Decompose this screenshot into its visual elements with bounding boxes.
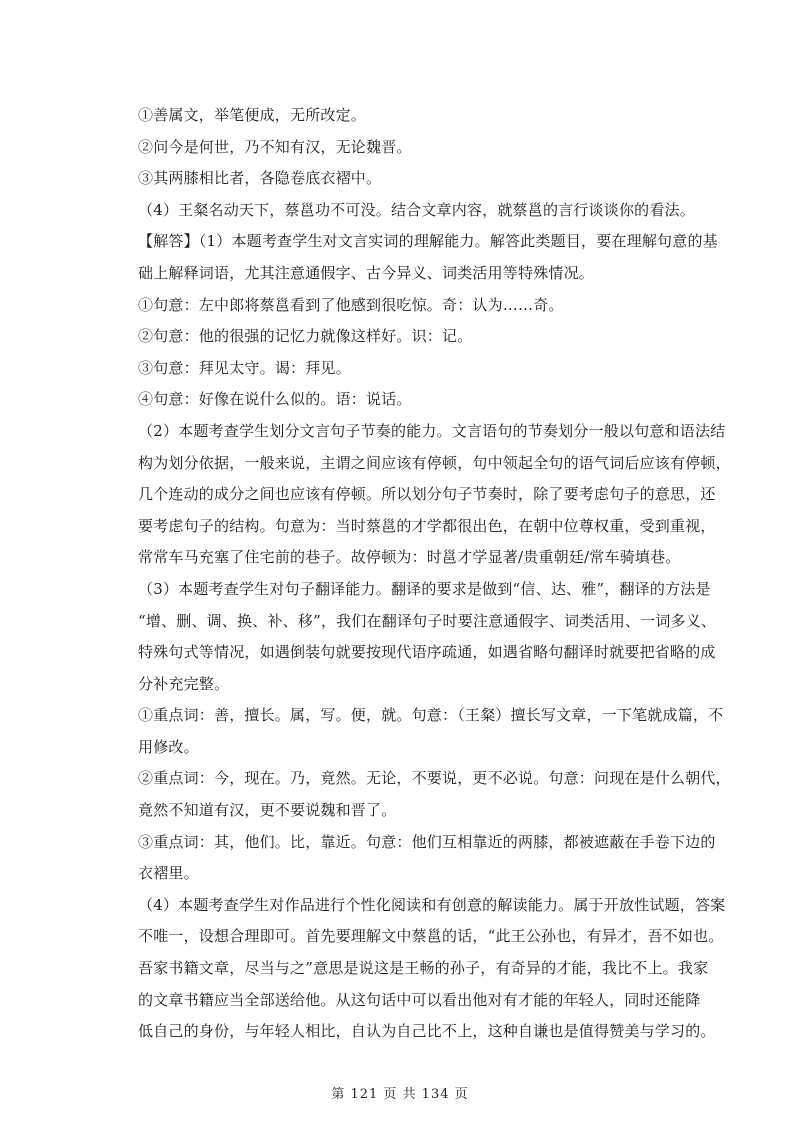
text-line: 不唯一，设想合理即可。首先要理解文中蔡邕的话，“此王公孙也，有异才，吾不如也。 <box>138 927 724 946</box>
text-line: 吾家书籍文章，尽当与之”意思是说这是王畅的孙子，有奇异的才能，我比不上。我家 <box>138 959 709 978</box>
text-line: （2）本题考查学生划分文言句子节奏的能力。文言语句的节奏划分一般以句意和语法结 <box>138 421 726 440</box>
text-line: （3）本题考查学生对句子翻译能力。翻译的要求是做到“信、达、雅”，翻译的方法是 <box>138 579 711 598</box>
text-line: 几个连动的成分之间也应该有停顿。所以划分句子节奏时，除了要考虑句子的意思，还 <box>138 485 716 504</box>
text-line: ①重点词：善，擅长。属，写。便，就。句意：（王粲）擅长写文章，一下笔就成篇，不 <box>138 706 724 725</box>
text-line: 【解答】（1）本题考查学生对文言实词的理解能力。解答此类题目，要在理解句意的基 <box>138 232 718 251</box>
text-line: 础上解释词语，尤其注意通假字、古今异义、词类活用等特殊情况。 <box>138 263 595 282</box>
text-line: ②句意：他的很强的记忆力就像这样好。识：记。 <box>138 327 473 346</box>
document-body <box>138 100 731 1048</box>
text-line: ①善属文，举笔便成，无所改定。 <box>138 106 367 124</box>
text-line: ②重点词：今，现在。乃，竟然。无论，不要说，更不必说。句意：问现在是什么朝代， <box>138 769 731 788</box>
text-line: ②问今是何世，乃不知有汉，无论魏晋。 <box>138 137 412 156</box>
text-line: ③重点词：其，他们。比，靠近。句意：他们互相靠近的两膝，都被遮蔽在手卷下边的 <box>138 832 716 851</box>
text-line: 竟然不知道有汉，更不要说魏和晋了。 <box>138 801 397 820</box>
text-line: ①句意：左中郎将蔡邕看到了他感到很吃惊。奇：认为……奇。 <box>138 295 564 314</box>
text-line: 要考虑句子的结构。句意为：当时蔡邕的才学都很出色，在朝中位尊权重，受到重视， <box>138 516 716 535</box>
text-line: 构为划分依据，一般来说，主谓之间应该有停顿，句中领起全句的语气词后应该有停顿， <box>138 453 731 472</box>
text-line: 特殊句式等情况，如遇倒装句就要按现代语序疏通，如遇省略句翻译时就要把省略的成 <box>138 643 716 662</box>
text-line: （4）本题考查学生对作品进行个性化阅读和有创意的解读能力。属于开放性试题，答案 <box>138 895 726 914</box>
text-line: ③句意：拜见太守。谒：拜见。 <box>138 358 351 377</box>
text-line: “增、删、调、换、补、移”，我们在翻译句子时要注意通假字、词类活用、一词多义、 <box>138 611 717 630</box>
text-line: 用修改。 <box>138 737 199 756</box>
text-line: 常常车马充塞了住宅前的巷子。故停顿为：时邕才学显著/贵重朝廷/常车骑填巷。 <box>138 548 681 567</box>
text-line: ③其两膝相比者，各隐卷底衣褶中。 <box>138 169 382 188</box>
text-line: （4）王粲名动天下，蔡邕功不可没。结合文章内容，就蔡邕的言行谈谈你的看法。 <box>138 200 695 219</box>
text-line: 低自己的身份，与年轻人相比，自认为自己比不上，这种自谦也是值得赞美与学习的。 <box>138 1022 716 1041</box>
page-footer: 第 121 页 共 134 页 <box>331 1087 469 1102</box>
text-line: 分补充完整。 <box>138 674 230 693</box>
text-line: ④句意：好像在说什么似的。语：说话。 <box>138 390 412 409</box>
text-line: 衣褶里。 <box>138 864 199 883</box>
text-line: 的文章书籍应当全部送给他。从这句话中可以看出他对有才能的年轻人，同时还能降 <box>138 990 701 1009</box>
